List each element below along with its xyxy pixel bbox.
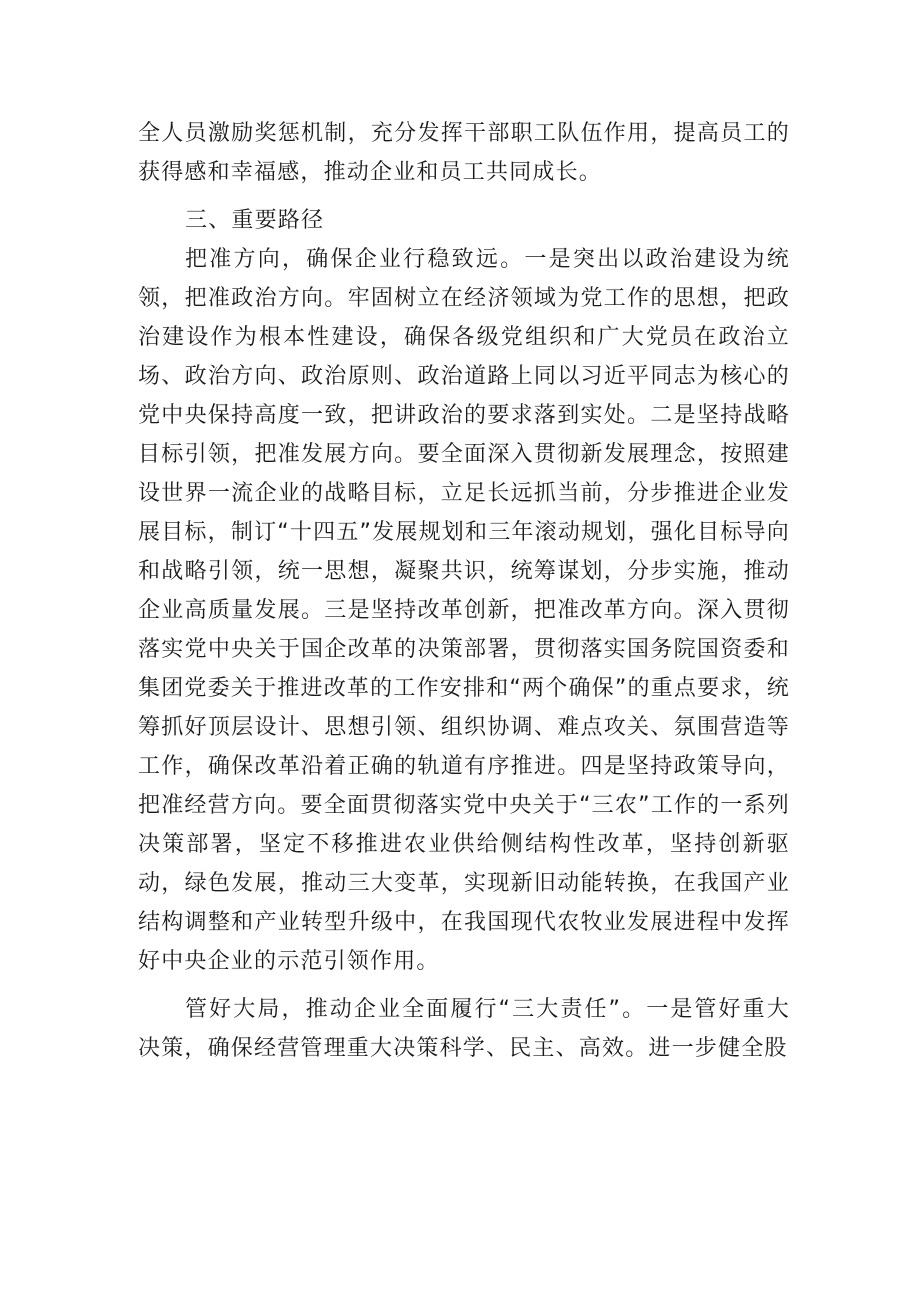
paragraph-continued: 全人员激励奖惩机制，充分发挥干部职工队伍作用，提高员工的获得感和幸福感，推动企业和员工共同成长。	[138, 121, 790, 185]
paragraph-direction: 把准方向，确保企业行稳致远。一是突出以政治建设为统领，把准政治方向。牢固树立在经济领域为党工作的思想，把政治建设作为根本性建设，确保各级党组织和广大党员在政治立场、政治方向、政治原则、政治道路上同以习近平同志为核心的党中央保持高度一致，把讲政治的要求落到实处。二是坚持战略目标引领，把准发展方向。要全面深入贯彻新发展理念，按照建设世界一流企业的战略目标，立足长远抓当前，分步推进企业发展目标，制订“十四五”发展规划和三年滚动规划，强化目标导向和战略引领，统一思想，凝聚共识，统筹谋划，分步实施，推动企业高质量发展。三是坚持改革创新，把准改革方向。深入贯彻落实党中央关于国企改革的决策部署，贯彻落实国务院国资委和集团党委关于推进改革的工作安排和“两个确保”的重点要求，统筹抓好顶层设计、思想引领、组织协调、难点攻关、氛围营造等工作，确保改革沿着正确的轨道有序推进。四是坚持政策导向，把准经营方向。要全面贯彻落实党中央关于“三农”工作的一系列决策部署，坚定不移推进农业供给侧结构性改革，坚持创新驱动，绿色发展，推动三大变革，实现新旧动能转换，在我国产业结构调整和产业转型升级中，在我国现代农牧业发展进程中发挥好中央企业的示范引领作用。	[138, 247, 790, 974]
spacer	[138, 192, 790, 201]
spacer	[138, 981, 790, 990]
paragraph-overall: 管好大局，推动企业全面履行“三大责任”。一是管好重大决策，确保经营管理重大决策科学、民主、高效。进一步健全股	[138, 997, 790, 1061]
document-body	[138, 114, 790, 1068]
section-heading: 三、重要路径	[185, 208, 325, 233]
